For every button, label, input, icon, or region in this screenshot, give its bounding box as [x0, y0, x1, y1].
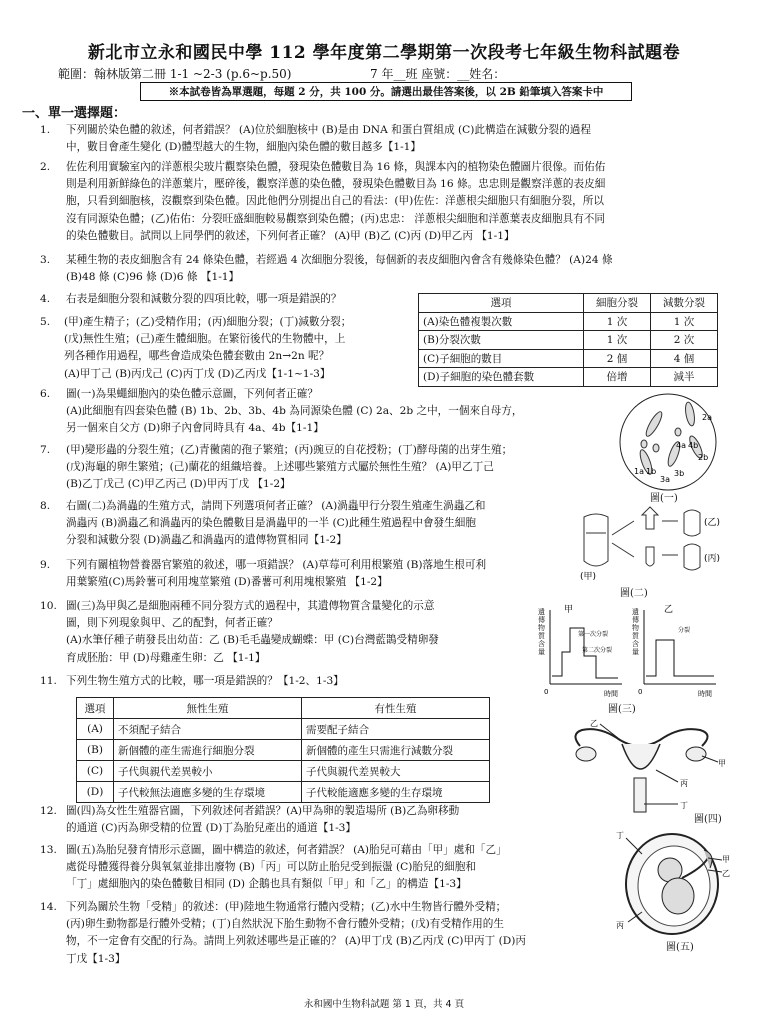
- question-5: [40, 314, 420, 383]
- table-cell: (A)染色體複製次數: [419, 312, 584, 331]
- question-number: 1.: [40, 124, 51, 136]
- table-header-row: [419, 294, 718, 313]
- table-header: 減數分裂: [651, 294, 718, 313]
- table-row: [77, 740, 490, 761]
- fig3-origin: 0: [544, 688, 549, 696]
- table-row: [77, 782, 490, 803]
- question-line: 下列關於染色體的敘述，何者錯誤？ (A)位於細胞核中 (B)是由 DNA 和蛋白質組成 (C)此構造在減數分裂的過程: [66, 124, 591, 136]
- fig1-label: 4b: [688, 441, 699, 450]
- question-number: 3.: [40, 254, 51, 266]
- question-line: 的染色體數目。試問以上同學們的敘述，下列何者正確？ (A)甲 (B)乙 (C)丙 (D)甲乙丙 【1-1】: [66, 229, 515, 242]
- question-line: 列各種作用過程，哪些會造成染色體套數由 2n→2n 呢？: [64, 350, 330, 363]
- fig3-ylabel-right: 遺傳物質含量: [632, 608, 639, 656]
- table-row: [419, 368, 718, 387]
- question-line: (戊)無性生殖；(己)產生體細胞。在繁衍後代的生物體中，上: [64, 333, 346, 346]
- question-line: 右表是細胞分裂和減數分裂的四項比較，哪一項是錯誤的？: [66, 293, 342, 305]
- fig1-label: 2b: [698, 453, 709, 462]
- question-1: [40, 122, 720, 156]
- table-header-row: [77, 698, 490, 719]
- question-line: 圖(三)為甲與乙是細胞兩種不同分裂方式的過程中，其遺傳物質含量變化的示意: [66, 600, 435, 612]
- comparison-table-q4: [418, 293, 718, 387]
- question-number: 8.: [40, 500, 51, 512]
- question-number: 2.: [40, 161, 51, 173]
- table-cell: 新個體的產生需進行細胞分裂: [114, 740, 302, 761]
- question-line: 圖，則下列現象與甲、乙的配對，何者正確？: [66, 617, 278, 630]
- question-7: [40, 442, 620, 494]
- question-line: 圖(五)為胎兒發育情形示意圖，圖中構造的敘述，何者錯誤？ (A)胎兒可藉由「甲」處和「乙」: [66, 844, 507, 856]
- question-number: 11.: [40, 675, 57, 687]
- question-line: 下列生物生殖方式的比較，哪一項是錯誤的？【1-2、1-3】: [66, 675, 344, 687]
- question-line: (B)乙丁戊己 (C)甲乙丙己 (D)甲丙丁戊 【1-2】: [66, 478, 291, 491]
- question-line: (B)48 條 (C)96 條 (D)6 條 【1-1】: [66, 271, 240, 284]
- fig2-label: (乙): [704, 518, 721, 528]
- fig5-label: 丙: [616, 921, 624, 930]
- table-cell: (C)子細胞的數目: [419, 349, 584, 368]
- table-header: 選項: [77, 698, 114, 719]
- question-line: 育成胚胎：甲 (D)母雞產生卵：乙 【1-1】: [66, 651, 266, 664]
- question-line: (丙)卵生動物都是行體外受精；(丁)自然狀況下胎生動物不會行體外受精；(戊)有受精作用的生: [66, 918, 504, 931]
- question-number: 10.: [40, 600, 57, 612]
- question-line: 用葉繁殖(C)馬鈴薯可利用塊莖繁殖 (D)番薯可利用塊根繁殖 【1-2】: [66, 576, 388, 589]
- table-cell: (B): [77, 740, 114, 761]
- question-number: 6.: [40, 388, 51, 400]
- figure-4-female-organs: [560, 716, 730, 820]
- exam-range: 範圍：翰林版第二冊 1-1 ~2-3 (p.6~p.50): [58, 67, 292, 81]
- question-line: 渦蟲丙 (B)渦蟲乙和渦蟲丙的染色體數目是渦蟲甲的一半 (C)此種生殖過程中會發生細胞: [66, 517, 476, 530]
- table-cell: 4 個: [651, 349, 718, 368]
- table-header: 無性生殖: [114, 698, 302, 719]
- fig4-label: 丙: [680, 779, 688, 788]
- question-2: [40, 159, 720, 245]
- table-row: [77, 761, 490, 782]
- question-12: [40, 803, 570, 837]
- fig3-second-division: 第二次分裂: [582, 647, 613, 654]
- question-line: (A)此細胞有四套染色體 (B) 1b、2b、3b、4b 為同源染色體 (C) 2a、2b 之中，一個來自母方，: [66, 405, 523, 418]
- figure-4-caption: 圖(四): [694, 814, 722, 825]
- table-cell: 2 次: [651, 331, 718, 350]
- question-line: (甲)產生精子；(乙)受精作用；(丙)細胞分裂；(丁)減數分裂；: [64, 316, 352, 328]
- fig5-label: 甲: [722, 855, 730, 864]
- fig1-label: 4a: [676, 441, 686, 450]
- fig1-label: 2a: [702, 413, 712, 422]
- fig4-label: 甲: [718, 759, 726, 768]
- question-line: 某種生物的表皮細胞含有 24 條染色體，若經過 4 次細胞分裂後，每個新的表皮細胞內會含有幾條染色體？ (A)24 條: [66, 254, 613, 266]
- question-number: 13.: [40, 844, 57, 856]
- question-number: 14.: [40, 901, 57, 913]
- question-line: (甲)變形蟲的分裂生殖；(乙)青黴菌的孢子繁殖；(丙)豌豆的自花授粉；(丁)酵母菌的出芽生殖；: [66, 444, 513, 456]
- question-number: 12.: [40, 805, 57, 817]
- fig1-label: 1b: [646, 467, 657, 476]
- fig5-label: 乙: [722, 869, 730, 878]
- exam-title: 新北市立永和國民中學 112 學年度第二學期第一次段考七年級生物科試題卷: [87, 43, 681, 63]
- table-row: [419, 349, 718, 368]
- table-cell: 需要配子結合: [302, 719, 490, 740]
- question-line: 分裂和減數分裂 (D)渦蟲乙和渦蟲丙的遺傳物質相同【1-2】: [66, 534, 347, 547]
- question-line: 下列有關植物營養器官繁殖的敘述，哪一項錯誤？ (A)草莓可利用根繁殖 (B)落地生根可利: [66, 559, 487, 571]
- fig3-origin: 0: [638, 688, 643, 696]
- question-number: 4.: [40, 293, 51, 305]
- figure-5-fetus: [612, 828, 732, 938]
- figure-1-caption: 圖(一): [650, 493, 678, 504]
- question-8: [40, 498, 580, 550]
- comparison-table-q11: [76, 697, 490, 803]
- table-header: 選項: [419, 294, 584, 313]
- question-line: (A)甲丁己 (B)丙戊己 (C)丙丁戊 (D)乙丙戊【1-1~1-3】: [64, 367, 331, 380]
- fig3-left-title: 甲: [564, 605, 574, 615]
- table-cell: 新個體的產生只需進行減數分裂: [302, 740, 490, 761]
- table-cell: (D)子細胞的染色體套數: [419, 368, 584, 387]
- fig2-label: (甲): [580, 572, 597, 582]
- table-cell: 倍增: [584, 368, 651, 387]
- figure-3-caption: 圖(三): [608, 704, 636, 715]
- fig1-label: 1a: [634, 467, 644, 476]
- question-line: 物，不一定會有交配的行為。請問上列敘述哪些是正確的？ (A)甲丁戊 (B)乙丙戊 (C)甲丙丁 (D)丙: [66, 935, 526, 948]
- question-13: [40, 842, 620, 894]
- question-line: 中，數目會產生變化 (D)體型越大的生物，細胞內染色體的數目越多【1-1】: [66, 141, 421, 154]
- table-cell: 子代較能適應多變的生存環境: [302, 782, 490, 803]
- table-cell: (D): [77, 782, 114, 803]
- table-header: 有性生殖: [302, 698, 490, 719]
- table-cell: 子代較無法適應多變的生存環境: [114, 782, 302, 803]
- section-title: 一、單一選擇題：: [22, 106, 127, 121]
- exam-notice: ※本試卷皆為單選題，每題 2 分，共 100 分。請選出最佳答案後，以 2B 鉛筆填入答案卡中: [140, 82, 632, 101]
- question-14: [40, 899, 620, 968]
- table-cell: 子代與親代差異較小: [114, 761, 302, 782]
- fig3-division: 分裂: [678, 627, 691, 634]
- question-line: 「丁」處細胞內的染色體數目相同 (D) 企鵝也具有類似「甲」和「乙」的構造【1-3】: [66, 878, 467, 891]
- question-line: (戊)海龜的卵生繁殖；(己)蘭花的組織培養。上述哪些繁殖方式屬於無性生殖？ (A)甲乙丁己: [66, 461, 494, 474]
- question-line: 下列為關於生物「受精」的敘述：(甲)陸地生物通常行體內受精；(乙)水中生物皆行體外受精；: [66, 901, 507, 913]
- fig3-first-division: 第一次分裂: [578, 631, 609, 638]
- question-6: [40, 386, 620, 438]
- question-10: [40, 598, 540, 667]
- figure-2-caption: 圖(二): [620, 588, 648, 599]
- question-line: 圖(四)為女性生殖器官圖，下列敘述何者錯誤？(A)甲為卵的製造場所 (B)乙為卵移動: [66, 805, 460, 817]
- fig1-label: 3a: [660, 475, 670, 484]
- figure-2-planarian: [572, 505, 732, 585]
- question-line: 圖(一)為果蠅細胞內的染色體示意圖，下列何者正確？: [66, 388, 318, 400]
- table-cell: 1 次: [584, 312, 651, 331]
- question-line: 則是利用新鮮綠色的洋蔥葉片，壓碎後，觀察洋蔥的染色體，發現染色體數目為 16 條。忠忠則是觀察洋蔥的表皮細: [66, 178, 606, 191]
- question-line: 右圖(二)為渦蟲的生殖方式，請問下列選項何者正確？ (A)渦蟲甲行分裂生殖產生渦蟲乙和: [66, 500, 486, 512]
- question-line: 丁戊【1-3】: [66, 952, 126, 965]
- class-seat-name: 7 年__班 座號：__姓名：: [370, 67, 506, 81]
- table-row: [419, 312, 718, 331]
- fig2-label: (丙): [704, 554, 721, 564]
- fig3-right-title: 乙: [664, 605, 674, 615]
- question-4: [40, 291, 420, 308]
- figure-5-caption: 圖(五): [666, 942, 694, 953]
- question-11: [40, 673, 540, 690]
- figure-1-chromosome-cell: [616, 392, 720, 496]
- table-header: 細胞分裂: [584, 294, 651, 313]
- question-line: 另一個來自父方 (D)卵子內會同時具有 4a、4b【1-1】: [66, 422, 324, 435]
- fig4-label: 丁: [680, 801, 688, 810]
- table-row: [419, 331, 718, 350]
- fig3-xlabel: 時間: [604, 690, 618, 698]
- table-cell: 1 次: [584, 331, 651, 350]
- fig3-xlabel: 時間: [698, 690, 712, 698]
- question-number: 7.: [40, 444, 51, 456]
- table-row: [77, 719, 490, 740]
- question-line: 沒有同源染色體；(乙)佑佑：分裂旺盛細胞較易觀察到染色體；(丙)忠忠： 洋蔥根尖細胞和洋蔥葉表皮細胞具有不同: [66, 212, 605, 225]
- question-line: 胞，只看到細胞核，沒觀察到染色體。因此他們分別提出自己的看法：(甲)佐佐：洋蔥根尖細胞只有細胞分裂，所以: [66, 195, 604, 208]
- fig1-label: 3b: [674, 469, 685, 478]
- table-cell: 1 次: [651, 312, 718, 331]
- question-line: 處從母體獲得養分與氧氣並排出廢物 (B)「丙」可以防止胎兒受到振盪 (C)胎兒的細胞和: [66, 861, 476, 874]
- question-number: 9.: [40, 559, 51, 571]
- table-cell: 不須配子結合: [114, 719, 302, 740]
- question-line: (A)水筆仔種子萌發長出幼苗：乙 (B)毛毛蟲變成蝴蝶：甲 (C)台灣藍鵲受精卵發: [66, 634, 439, 647]
- table-cell: (C): [77, 761, 114, 782]
- question-3: [40, 252, 720, 286]
- table-cell: (A): [77, 719, 114, 740]
- fig5-label: 丁: [616, 831, 624, 840]
- table-cell: 減半: [651, 368, 718, 387]
- page-footer: 永和國中生物科試題 第 1 頁，共 4 頁: [303, 999, 465, 1010]
- question-9: [40, 557, 580, 591]
- fig4-label: 乙: [590, 719, 598, 728]
- table-cell: 子代與親代差異較大: [302, 761, 490, 782]
- table-cell: 2 個: [584, 349, 651, 368]
- fig3-ylabel-left: 遺傳物質含量: [538, 608, 545, 656]
- table-cell: (B)分裂次數: [419, 331, 584, 350]
- question-number: 5.: [40, 316, 51, 328]
- question-line: 佐佐利用實驗室內的洋蔥根尖玻片觀察染色體，發現染色體數目為 16 條，與課本內的植物染色體圖片很像。而佑佑: [66, 161, 606, 173]
- question-line: 的通道 (C)丙為卵受精的位置 (D)丁為胎兒產出的通道【1-3】: [66, 822, 356, 835]
